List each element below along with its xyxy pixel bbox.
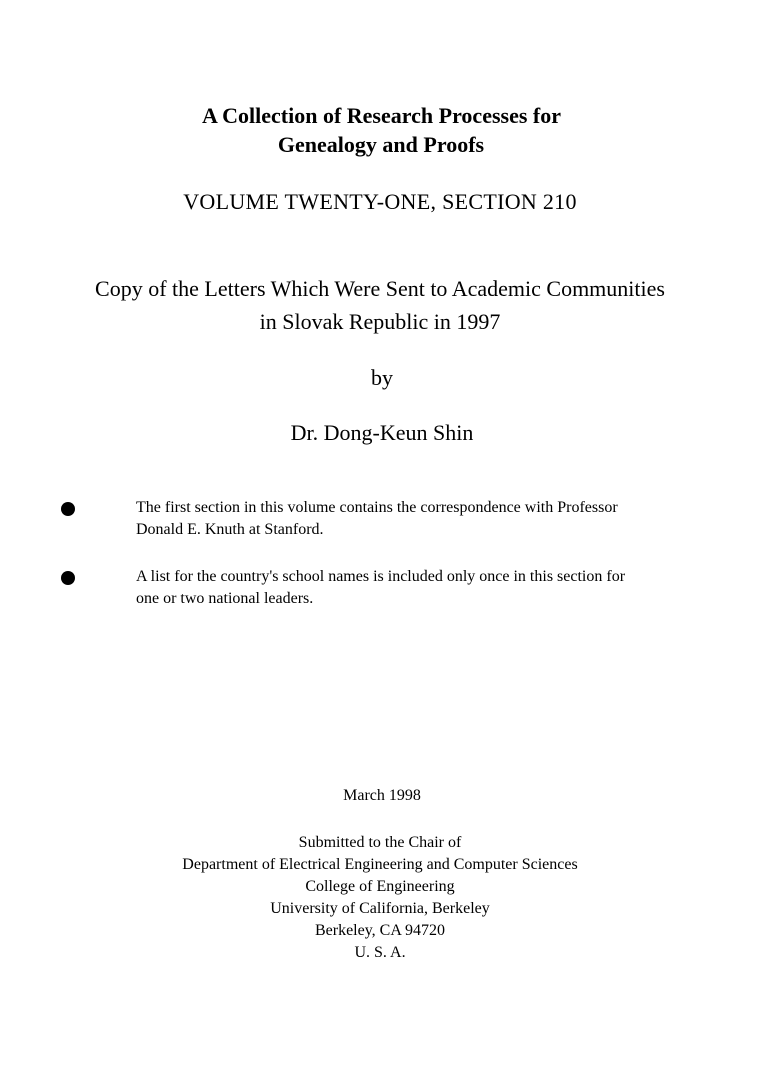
submission-line: University of California, Berkeley <box>270 900 490 917</box>
bullet-text <box>136 566 726 610</box>
bullet-line-1: The first section in this volume contains the correspondence with Professor <box>136 499 618 516</box>
submission-line: Department of Electrical Engineering and Computer Sciences <box>182 856 578 873</box>
submission-line: Submitted to the Chair of <box>298 834 462 851</box>
subject-line-2: in Slovak Republic in 1997 <box>259 309 501 334</box>
submission-block <box>0 832 760 964</box>
bullet-line-2: Donald E. Knuth at Stanford. <box>136 521 324 538</box>
document-subject <box>0 272 760 338</box>
bullet-line-2: one or two national leaders. <box>136 590 314 607</box>
title-line-1: A Collection of Research Processes for <box>201 103 562 128</box>
bullet-dot-icon <box>61 502 75 516</box>
submission-line: Berkeley, CA 94720 <box>314 922 446 939</box>
submission-line: U. S. A. <box>354 944 406 961</box>
bullet-line-1: A list for the country's school names is included only once in this section for <box>136 568 626 585</box>
bullet-text <box>136 497 726 541</box>
author-name: Dr. Dong-Keun Shin <box>290 420 474 445</box>
document-date: March 1998 <box>343 787 421 804</box>
volume-heading: VOLUME TWENTY-ONE, SECTION 210 <box>183 189 577 214</box>
by-label: by <box>371 365 393 390</box>
submission-line: College of Engineering <box>305 878 455 895</box>
subject-line-1: Copy of the Letters Which Were Sent to Academic Communities <box>95 276 665 301</box>
bullet-dot-icon <box>61 571 75 585</box>
title-line-2: Genealogy and Proofs <box>277 132 485 157</box>
document-title <box>0 101 760 159</box>
